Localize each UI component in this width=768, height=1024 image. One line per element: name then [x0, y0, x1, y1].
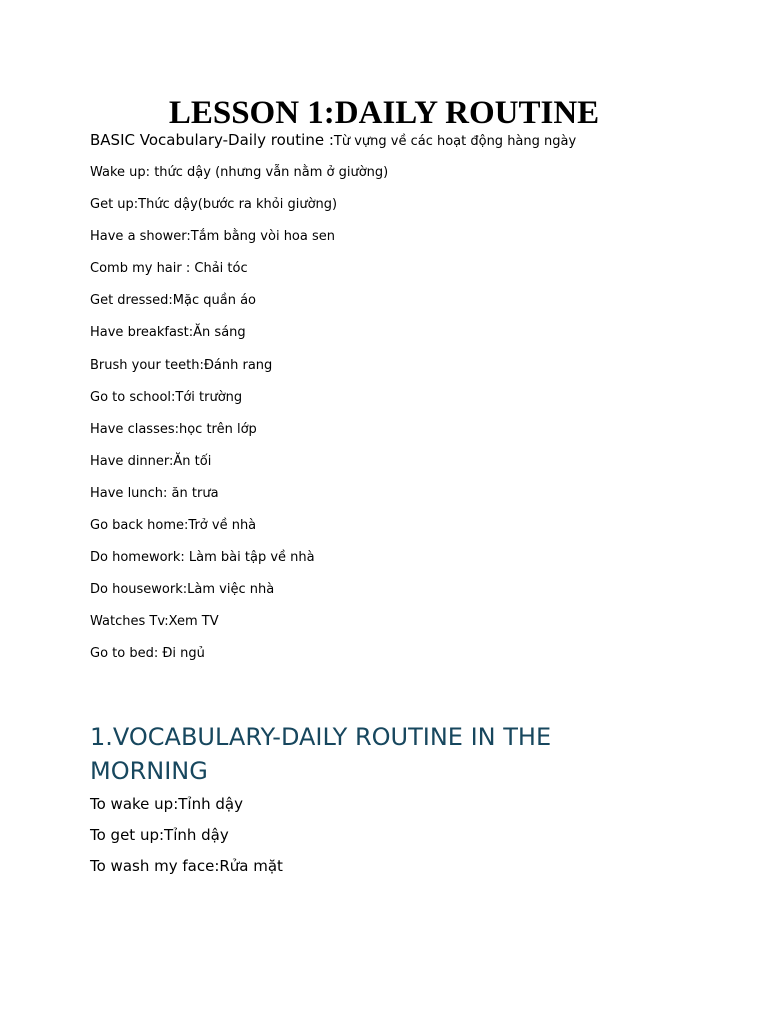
vocab-item: Do housework:Làm việc nhà [90, 582, 275, 598]
vocab-item: Go to bed: Đi ngủ [90, 646, 205, 662]
morning-item: To wake up:Tỉnh dậy [90, 795, 243, 813]
vocab-item: Have breakfast:Ăn sáng [90, 325, 246, 341]
intro-line [90, 130, 576, 152]
vocab-item: Have dinner:Ăn tối [90, 453, 212, 469]
page-title: LESSON 1:DAILY ROUTINE [168, 95, 600, 131]
morning-item: To get up:Tỉnh dậy [90, 826, 229, 844]
vocab-item: Watches Tv:Xem TV [90, 614, 219, 630]
morning-vocabulary-list [90, 793, 283, 886]
section-heading-morning: 1.VOCABULARY-DAILY ROUTINE IN THE MORNING [90, 723, 552, 785]
vocab-item: Get up:Thức dậy(bước ra khỏi giường) [90, 197, 338, 213]
basic-vocabulary-list [90, 163, 388, 677]
vocab-item: Go back home:Trở về nhà [90, 518, 257, 534]
morning-item: To wash my face:Rửa mặt [90, 857, 283, 875]
intro-vietnamese: Từ vựng về các hoạt động hàng ngày [333, 134, 577, 149]
vocab-item: Have lunch: ăn trưa [90, 485, 219, 501]
vocab-item: Have classes:học trên lớp [90, 421, 257, 437]
intro-english: BASIC Vocabulary-Daily routine : [90, 131, 334, 149]
vocab-item: Comb my hair : Chải tóc [90, 261, 248, 277]
vocab-item: Get dressed:Mặc quần áo [90, 293, 256, 309]
vocab-item: Do homework: Làm bài tập về nhà [90, 550, 315, 566]
vocab-item: Wake up: thức dậy (nhưng vẫn nằm ở giường) [90, 165, 389, 180]
vocab-item: Brush your teeth:Đánh rang [90, 357, 273, 373]
vocab-item: Have a shower:Tắm bằng vòi hoa sen [90, 229, 335, 245]
vocab-item: Go to school:Tới trường [90, 389, 243, 405]
